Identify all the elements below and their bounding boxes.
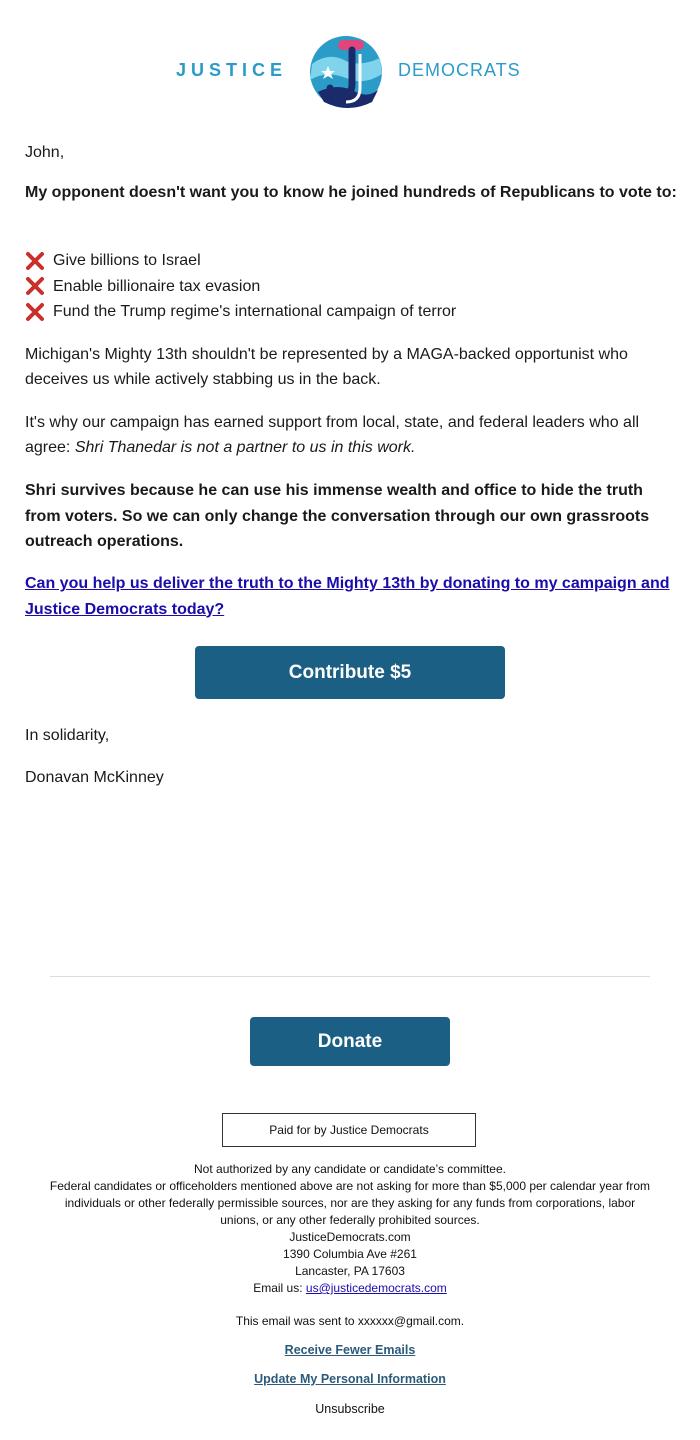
update-info-row bbox=[0, 1372, 700, 1386]
bullet-text: Give billions to Israel bbox=[53, 252, 201, 270]
brand-name-left: JUSTICE bbox=[176, 60, 288, 80]
email-header bbox=[0, 34, 700, 110]
signoff: In solidarity, bbox=[25, 727, 110, 744]
justice-democrats-logo-icon bbox=[308, 34, 384, 110]
list-item bbox=[25, 248, 677, 274]
legal-disclaimer bbox=[45, 1161, 655, 1297]
greeting: John, bbox=[25, 144, 65, 161]
cta-paragraph bbox=[25, 571, 677, 622]
receive-fewer-emails-link[interactable]: Receive Fewer Emails bbox=[284, 1343, 416, 1357]
fewer-emails-row bbox=[0, 1343, 700, 1357]
bullet-list bbox=[25, 248, 677, 325]
email-label: Email us: bbox=[253, 1281, 306, 1295]
email-link[interactable]: us@justicedemocrats.com bbox=[305, 1281, 447, 1295]
address-line-1: 1390 Columbia Ave #261 bbox=[283, 1247, 417, 1261]
brand-name-right: DEMOCRATS bbox=[398, 60, 521, 80]
email-line bbox=[45, 1280, 655, 1297]
disclaimer-authorization: Not authorized by any candidate or candidate’s committee. bbox=[194, 1162, 506, 1176]
red-x-icon bbox=[25, 276, 45, 296]
signature: Donavan McKinney bbox=[25, 769, 164, 786]
paragraph-support bbox=[25, 410, 677, 460]
bullet-text: Enable billionaire tax evasion bbox=[53, 277, 261, 295]
donate-cta-link[interactable]: Can you help us deliver the truth to the Mighty 13th by donating to my campaign and Justice Democrats today? bbox=[25, 575, 670, 618]
paragraph-support-italic: Shri Thanedar is not a partner to us in this work. bbox=[74, 439, 416, 456]
address-line-2: Lancaster, PA 17603 bbox=[295, 1264, 405, 1278]
unsubscribe-link[interactable]: Unsubscribe bbox=[315, 1402, 385, 1416]
disclaimer-solicitation: Federal candidates or officeholders mentioned above are not asking for more than $5,000 per calendar year from individuals or other federally permissible sources, nor are they asking for any funds from corporations, labor unions, or any other federally prohibited sources. bbox=[49, 1179, 651, 1227]
paragraph-support-text: It's why our campaign has earned support from local, state, and federal leaders who all agree: bbox=[25, 414, 640, 456]
update-personal-info-link[interactable]: Update My Personal Information bbox=[254, 1372, 446, 1386]
list-item bbox=[25, 299, 677, 325]
red-x-icon bbox=[25, 302, 45, 322]
lead-paragraph: My opponent doesn't want you to know he joined hundreds of Republicans to vote to: bbox=[25, 184, 677, 201]
paragraph-opportunist: Michigan's Mighty 13th shouldn't be represented by a MAGA-backed opportunist who deceives us while actively stabbing us in the back. bbox=[25, 346, 628, 388]
bullet-text: Fund the Trump regime's international campaign of terror bbox=[53, 303, 457, 321]
donate-button[interactable]: Donate bbox=[250, 1017, 450, 1066]
footer-divider bbox=[50, 976, 650, 977]
list-item bbox=[25, 274, 677, 300]
contribute-button[interactable]: Contribute $5 bbox=[195, 646, 505, 699]
sent-to-text: This email was sent to xxxxxx@gmail.com. bbox=[235, 1314, 465, 1328]
paid-for-box: Paid for by Justice Democrats bbox=[222, 1113, 476, 1147]
red-x-icon bbox=[25, 251, 45, 271]
paragraph-grassroots: Shri survives because he can use his immense wealth and office to hide the truth from voters. So we can only change the conversation through our own grassroots outreach operations. bbox=[25, 482, 650, 550]
website-text: JusticeDemocrats.com bbox=[289, 1230, 411, 1244]
